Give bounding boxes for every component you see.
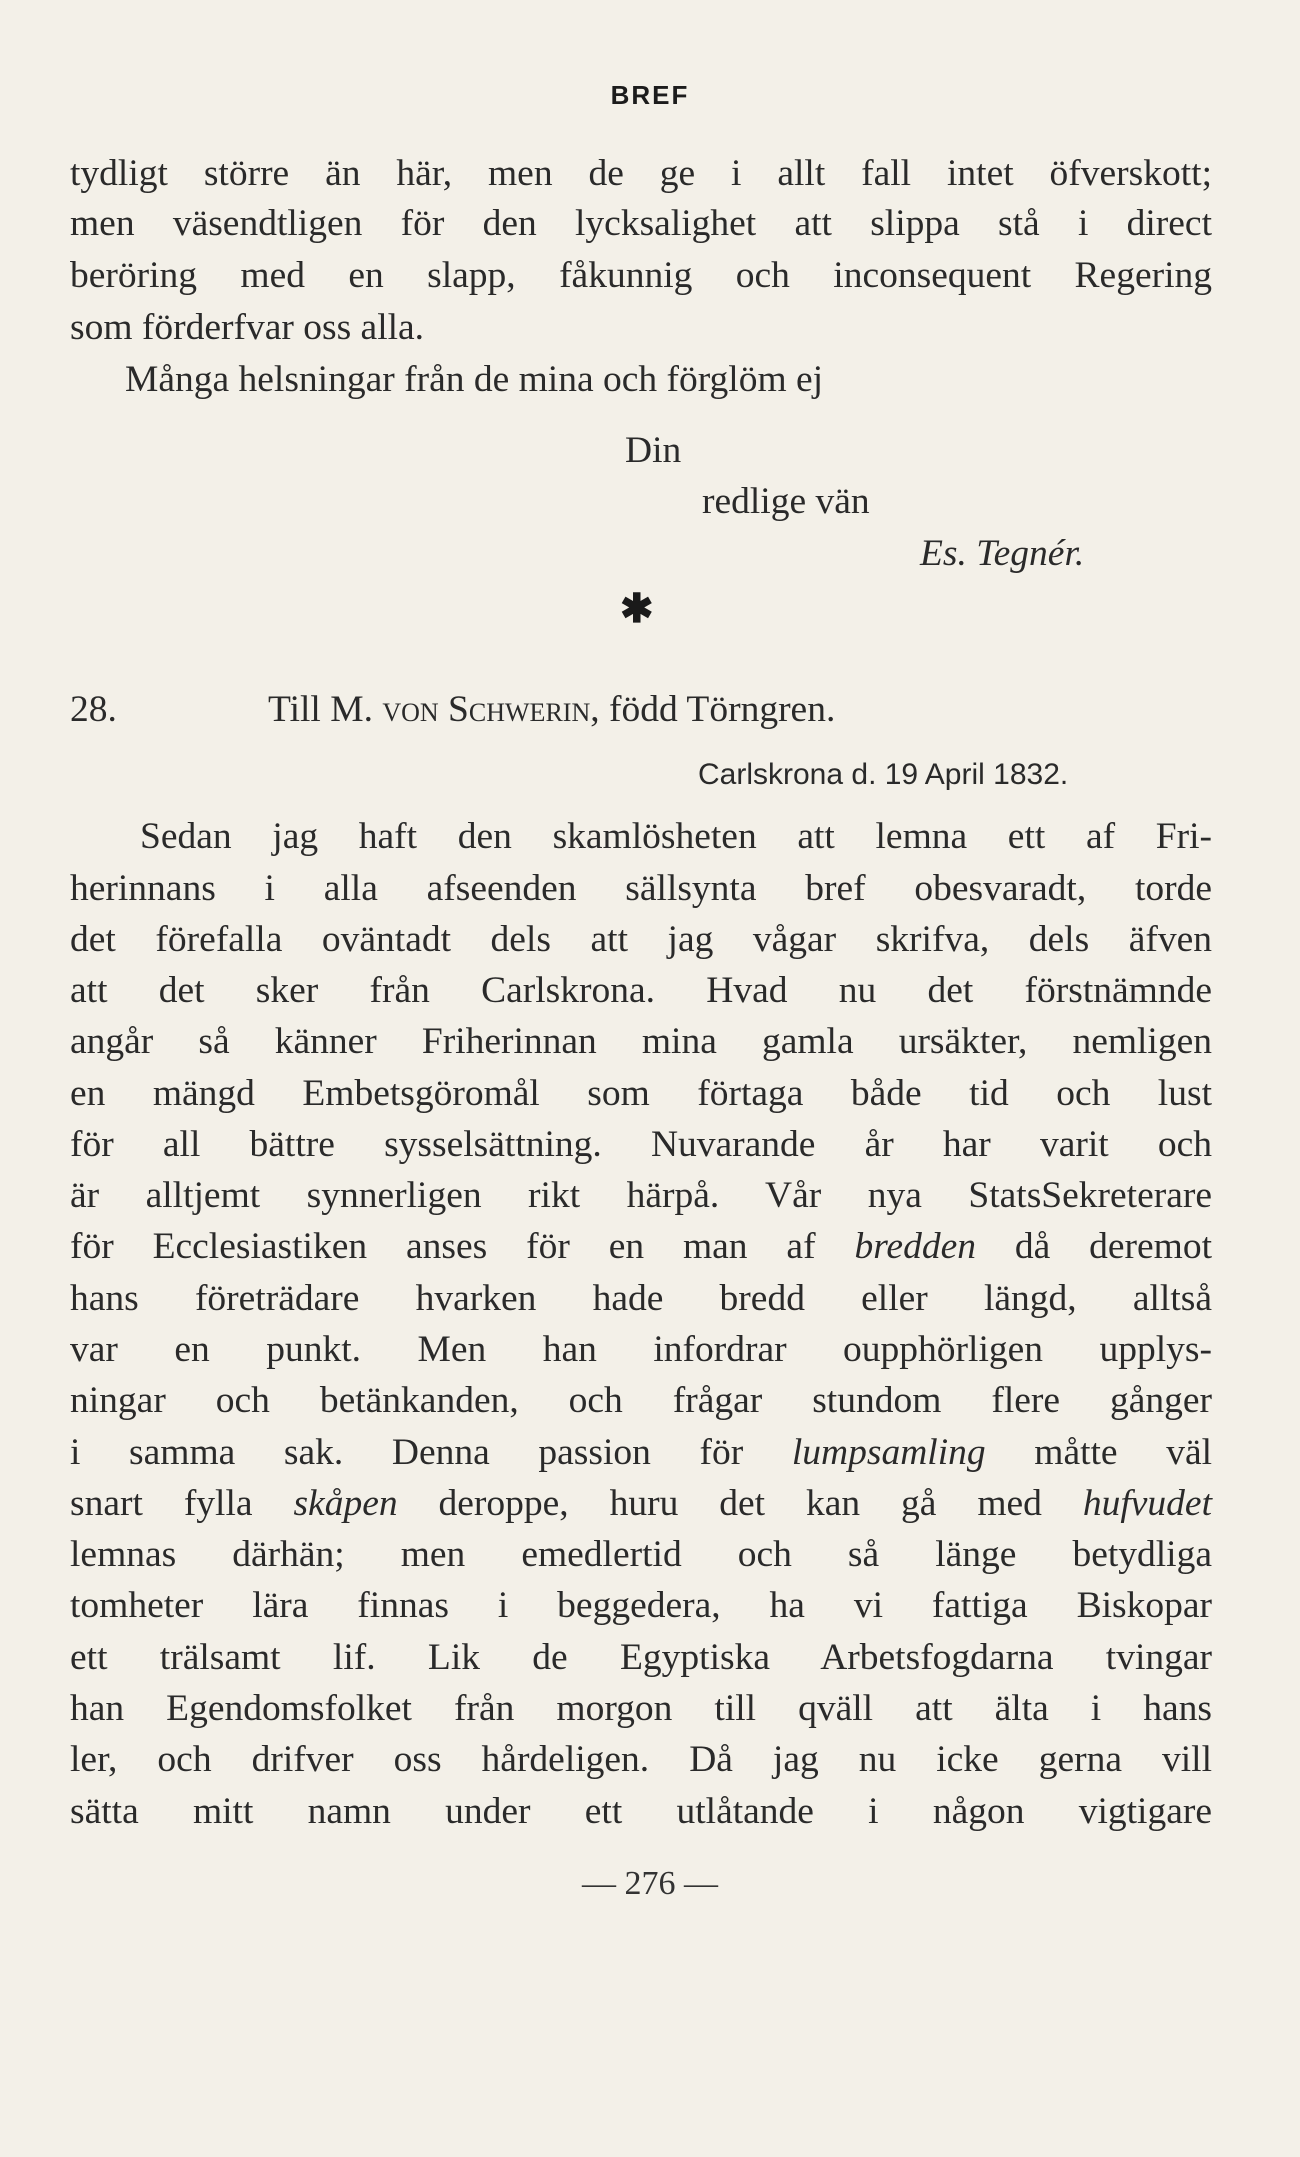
heading-name: Schwerin, — [448, 689, 600, 730]
emphasis-word: lumpsamling — [791, 1432, 986, 1473]
emphasis-word: hufvudet — [1082, 1483, 1212, 1524]
body-line: i samma sak. Denna passion för lumpsamling måtte väl — [70, 1432, 1213, 1473]
running-head: BREF — [610, 80, 690, 110]
body-line: en mängd Embetsgöromål som förtaga både tid och lust — [70, 1073, 1212, 1114]
body-line: sätta mitt namn under ett utlåtande i någon vigtigare — [70, 1791, 1212, 1832]
body-line: ett trälsamt lif. Lik de Egyptiska Arbetsfogdarna tvingar — [70, 1637, 1212, 1678]
emphasis-word: bredden — [854, 1226, 976, 1267]
heading-till: Till M. — [268, 689, 373, 730]
body-line: han Egendomsfolket från morgon till qväll att älta i hans — [70, 1688, 1212, 1729]
body-line: hans företrädare hvarken hade bredd eller längd, alltså — [70, 1278, 1212, 1319]
text-line: som förderfvar oss alla. — [70, 307, 425, 348]
text-line: beröring med en slapp, fåkunnig och inconsequent Regering — [70, 255, 1212, 296]
closing-redlige: redlige vän — [702, 481, 870, 522]
body-line: är alltjemt synnerligen rikt härpå. Vår nya StatsSekreterare — [70, 1175, 1212, 1216]
dateline: Carlskrona d. 19 April 1832. — [698, 758, 1069, 791]
body-line: ler, och drifver oss hårdeligen. Då jag nu icke gerna vill — [70, 1739, 1212, 1780]
asterisk-separator: ✱ — [620, 586, 654, 631]
letter-heading — [268, 691, 835, 729]
body-line: det förefalla oväntadt dels att jag vågar skrifva, dels äfven — [70, 919, 1212, 960]
body-line: angår så känner Friherinnan mina gamla ursäkter, nemligen — [70, 1021, 1212, 1062]
body-line: tomheter lära finnas i beggedera, ha vi fattiga Biskopar — [70, 1585, 1212, 1626]
page-number: — 276 — — [582, 1865, 718, 1902]
body-line: var en punkt. Men han infordrar oupphörligen upplys- — [70, 1329, 1212, 1370]
emphasis-word: skåpen — [293, 1483, 398, 1524]
body-line: ningar och betänkanden, och frågar stundom flere gånger — [70, 1380, 1212, 1421]
signature: Es. Tegnér. — [920, 533, 1085, 574]
body-line: för Ecclesiastiken anses för en man af bredden då deremot — [70, 1226, 1213, 1267]
body-line: herinnans i alla afseenden sällsynta bref obesvaradt, torde — [70, 868, 1212, 909]
text-line: tydligt större än här, men de ge i allt fall intet öfverskott; — [70, 153, 1212, 194]
heading-von: von — [382, 689, 439, 730]
text-line: men väsendtligen för den lycksalighet att slippa stå i direct — [70, 203, 1212, 244]
body-line: snart fylla skåpen deroppe, huru det kan gå med hufvudet — [70, 1483, 1212, 1524]
body-line: lemnas därhän; men emedlertid och så länge betydliga — [70, 1534, 1212, 1575]
greeting-line: Många helsningar från de mina och förglöm ej — [125, 359, 824, 400]
closing-din: Din — [625, 430, 682, 471]
letter-number: 28. — [70, 689, 117, 730]
body-line: Sedan jag haft den skamlösheten att lemna ett af Fri- — [140, 816, 1212, 857]
body-line: för all bättre sysselsättning. Nuvarande år har varit och — [70, 1124, 1212, 1165]
body-line: att det sker från Carlskrona. Hvad nu det förstnämnde — [70, 970, 1212, 1011]
heading-rest: född Törngren. — [608, 689, 836, 730]
